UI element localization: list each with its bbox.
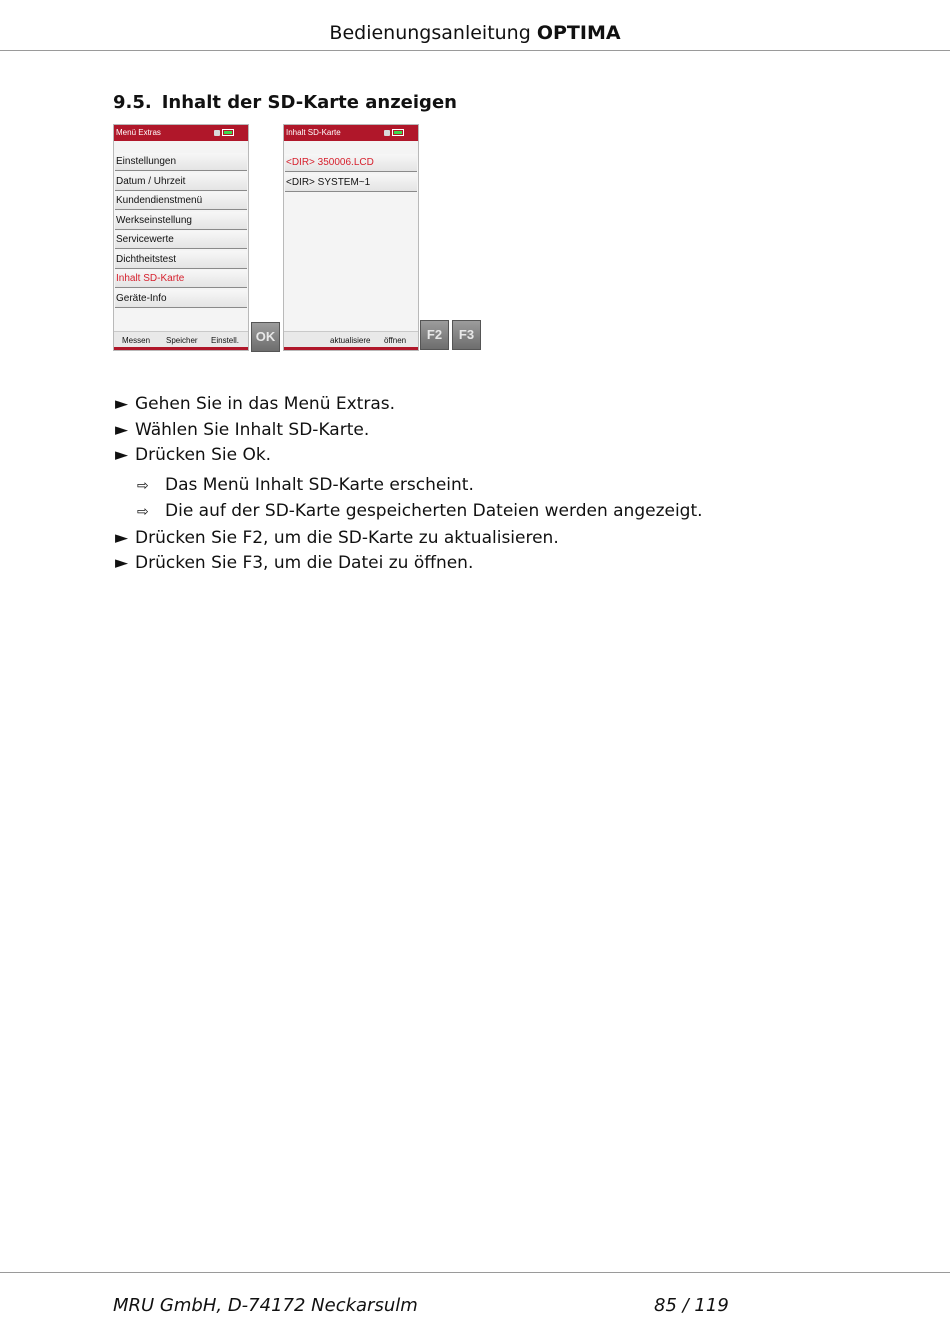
footer-page-number: 85 / 119 [654,1295,729,1316]
step-marker: ► [115,553,129,573]
section-title: Inhalt der SD-Karte anzeigen [161,92,457,113]
menu-item[interactable]: Kundendienstmenü [115,192,247,210]
softkey-bar [114,331,248,350]
menu-item-selected[interactable]: Inhalt SD-Karte [115,270,247,288]
step-action: ► Drücken Sie F2, um die SD-Karte zu aktualisieren. [115,526,703,552]
menu-item[interactable]: Werkseinstellung [115,212,247,230]
menu-list [115,153,247,309]
instruction-steps [115,392,703,577]
header-rule [0,50,950,51]
step-marker: ► [115,419,129,440]
file-item-selected[interactable]: <DIR> 350006.LCD [285,154,417,172]
softkey-messen[interactable]: Messen [122,336,151,345]
result-arrow-icon: ⇨ [137,504,149,520]
softkey-oeffnen[interactable]: öffnen [384,336,407,345]
softkey-bar [284,331,418,350]
step-action: ► Wählen Sie Inhalt SD-Karte. [115,418,703,444]
footer-company: MRU GmbH, D-74172 Neckarsulm [113,1295,418,1316]
status-icons [214,128,234,144]
ok-key[interactable]: OK [251,322,280,352]
lock-icon [214,130,220,136]
menu-item[interactable]: Datum / Uhrzeit [115,173,247,191]
step-action: ► Drücken Sie Ok. [115,443,703,469]
device-screen-menu-extras [113,124,249,351]
screen-titlebar [284,125,418,141]
step-marker: ► [115,445,129,465]
step-marker: ► [115,527,129,548]
section-heading [113,92,457,113]
result-arrow-icon: ⇨ [137,477,149,494]
softkey-aktualisiere[interactable]: aktualisiere [330,336,371,345]
f3-key[interactable]: F3 [452,320,481,350]
screen-title: Menü Extras [116,128,161,137]
footer-rule [0,1272,950,1273]
step-result: ⇨ Die auf der SD-Karte gespeicherten Dateien werden angezeigt. [115,499,703,526]
file-list [285,154,417,193]
softkey-speicher[interactable]: Speicher [166,336,198,345]
lock-icon [384,130,390,136]
softkey-einstell[interactable]: Einstell. [211,336,240,345]
f2-key[interactable]: F2 [420,320,449,350]
step-action: ► Drücken Sie F3, um die Datei zu öffnen. [115,551,703,577]
status-icons [384,128,404,144]
file-item[interactable]: <DIR> SYSTEM~1 [285,174,417,192]
step-result: ⇨ Das Menü Inhalt SD-Karte erscheint. [115,473,703,500]
screen-title: Inhalt SD-Karte [286,128,341,137]
battery-icon [392,129,404,136]
step-marker: ► [115,394,129,414]
header-product: OPTIMA [536,22,621,44]
page-header [0,22,950,44]
menu-item[interactable]: Servicewerte [115,231,247,249]
battery-icon [222,129,234,136]
menu-item[interactable]: Geräte-Info [115,290,247,308]
header-title: Bedienungsanleitung [329,22,531,44]
device-screen-sd-card [283,124,419,351]
step-action: ► Gehen Sie in das Menü Extras. [115,392,703,418]
menu-item[interactable]: Dichtheitstest [115,251,247,269]
menu-item[interactable]: Einstellungen [115,153,247,171]
screen-titlebar [114,125,248,141]
section-number: 9.5. [113,92,152,113]
